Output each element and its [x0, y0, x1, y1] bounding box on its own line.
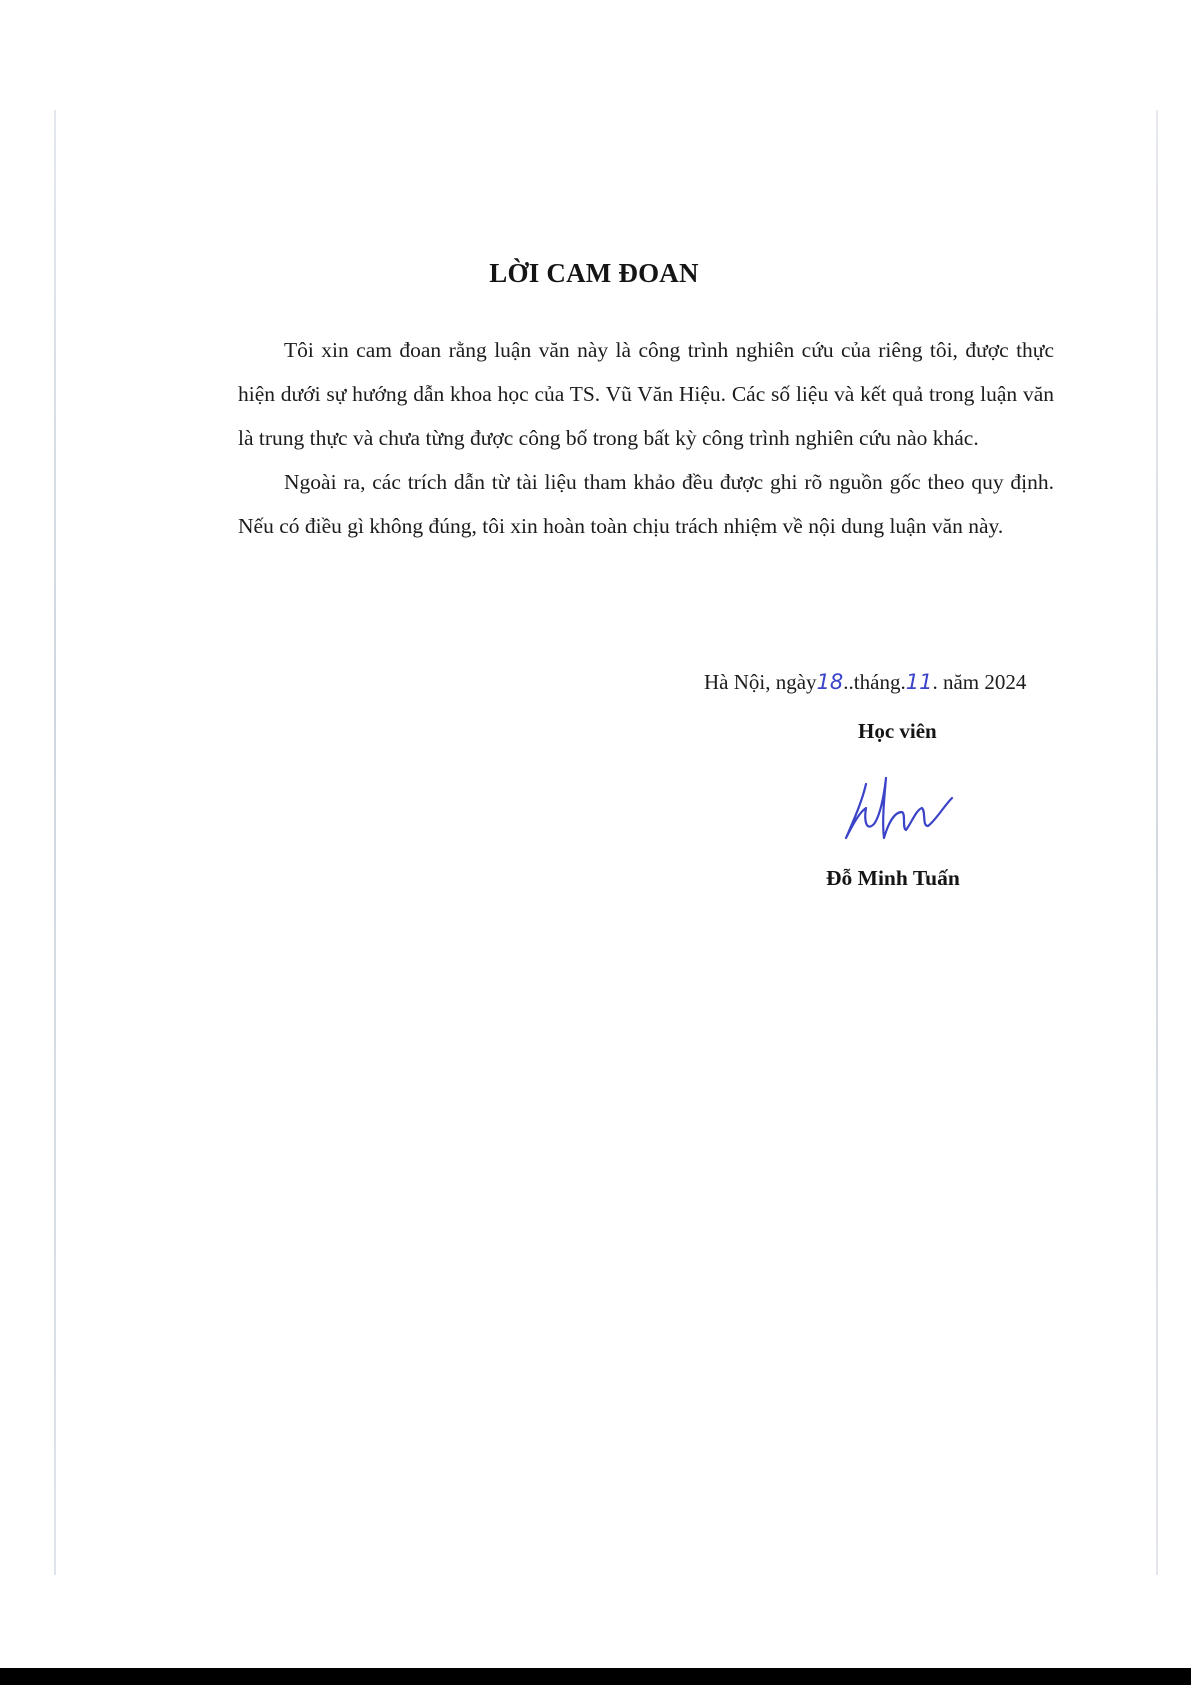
date-line [704, 670, 1026, 695]
paragraph: Tôi xin cam đoan rằng luận văn này là công trình nghiên cứu của riêng tôi, được thực hiện dưới sự hướng dẫn khoa học của TS. Vũ Văn Hiệu. Các số liệu và kết quả trong luận văn là trung thực và chưa từng được công bố trong bất kỳ công trình nghiên cứu nào khác. [238, 338, 1054, 450]
day-dots: .. [843, 670, 854, 694]
scan-edge-left [54, 110, 56, 1575]
month-lead-dots: . [900, 670, 906, 694]
date-prefix: Hà Nội, ngày [704, 670, 817, 694]
month-label: tháng [853, 670, 901, 694]
year-text: năm 2024 [937, 670, 1027, 694]
scan-edge-right [1156, 110, 1158, 1575]
paragraph: Ngoài ra, các trích dẫn từ tài liệu tham khảo đều được ghi rõ nguồn gốc theo quy định. Nếu có điều gì không đúng, tôi xin hoàn toàn chịu trách nhiệm về nội dung luận văn này. [238, 470, 1054, 538]
handwritten-day: 18 [816, 670, 844, 694]
month-trail-dots: . [932, 670, 938, 694]
declaration-body [238, 328, 1054, 548]
role-label: Học viên [858, 719, 937, 743]
handwritten-signature [836, 772, 956, 844]
page-title: LỜI CAM ĐOAN [489, 258, 699, 288]
signer-name: Đỗ Minh Tuấn [826, 866, 960, 890]
handwritten-month: 11 [905, 670, 933, 694]
scan-bottom-bar [0, 1668, 1191, 1685]
